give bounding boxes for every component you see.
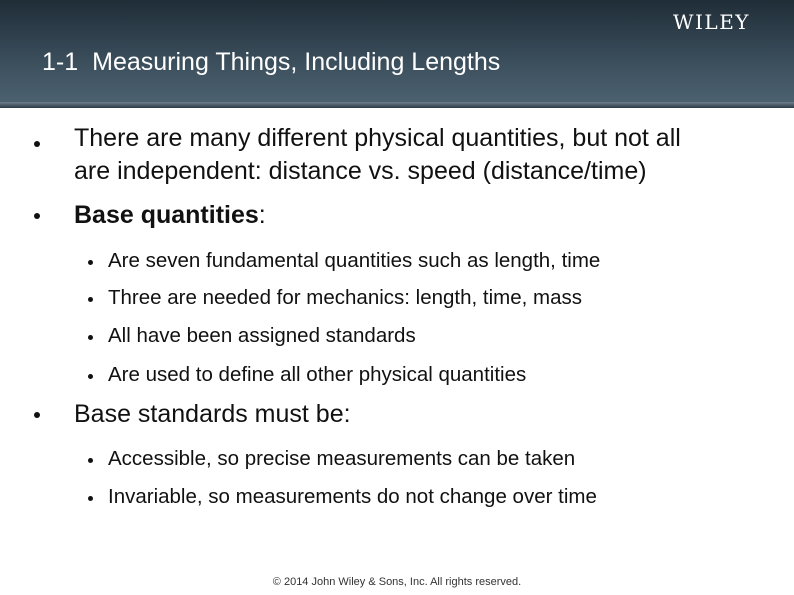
bullet-3-sub-2: Invariable, so measurements do not change over time bbox=[108, 485, 597, 508]
bullet-dot bbox=[34, 213, 40, 219]
bullet-2-sub-2: Three are needed for mechanics: length, time, mass bbox=[108, 286, 583, 309]
bullet-2 bbox=[74, 199, 266, 232]
bullet-2-sub-3: All have been assigned standards bbox=[108, 324, 416, 347]
header-bar bbox=[0, 0, 794, 108]
bullet-3: Base standards must be: bbox=[74, 400, 351, 428]
bullet-dot bbox=[34, 412, 40, 418]
slide-title-text: Measuring Things, Including Lengths bbox=[92, 48, 501, 76]
bullet-2-sub-1: Are seven fundamental quantities such as length, time bbox=[108, 249, 601, 272]
bullet-2-sub-4: Are used to define all other physical quantities bbox=[108, 363, 527, 386]
sub-bullet-dot bbox=[88, 335, 93, 340]
bullet-dot bbox=[34, 141, 40, 147]
sub-bullet-dot bbox=[88, 496, 93, 501]
header-divider bbox=[0, 102, 794, 108]
slide-title bbox=[42, 48, 500, 77]
sub-bullet-dot bbox=[88, 458, 93, 463]
sub-bullet-dot bbox=[88, 297, 93, 302]
wiley-logo: WILEY bbox=[672, 10, 750, 34]
sub-bullet-dot bbox=[88, 260, 93, 265]
bullet-1-line-2: are independent: distance vs. speed (distance/time) bbox=[74, 157, 647, 185]
bullet-3-sub-1: Accessible, so precise measurements can be taken bbox=[108, 447, 576, 470]
sub-bullet-dot bbox=[88, 374, 93, 379]
bullet-1-line-1: There are many different physical quantities, but not all bbox=[74, 124, 681, 152]
copyright-footer: © 2014 John Wiley & Sons, Inc. All rights reserved. bbox=[272, 576, 522, 588]
slide-title-number: 1-1 bbox=[42, 48, 79, 76]
bullet-2-bold: Base quantities bbox=[74, 201, 259, 229]
bullet-2-rest: : bbox=[258, 201, 266, 229]
